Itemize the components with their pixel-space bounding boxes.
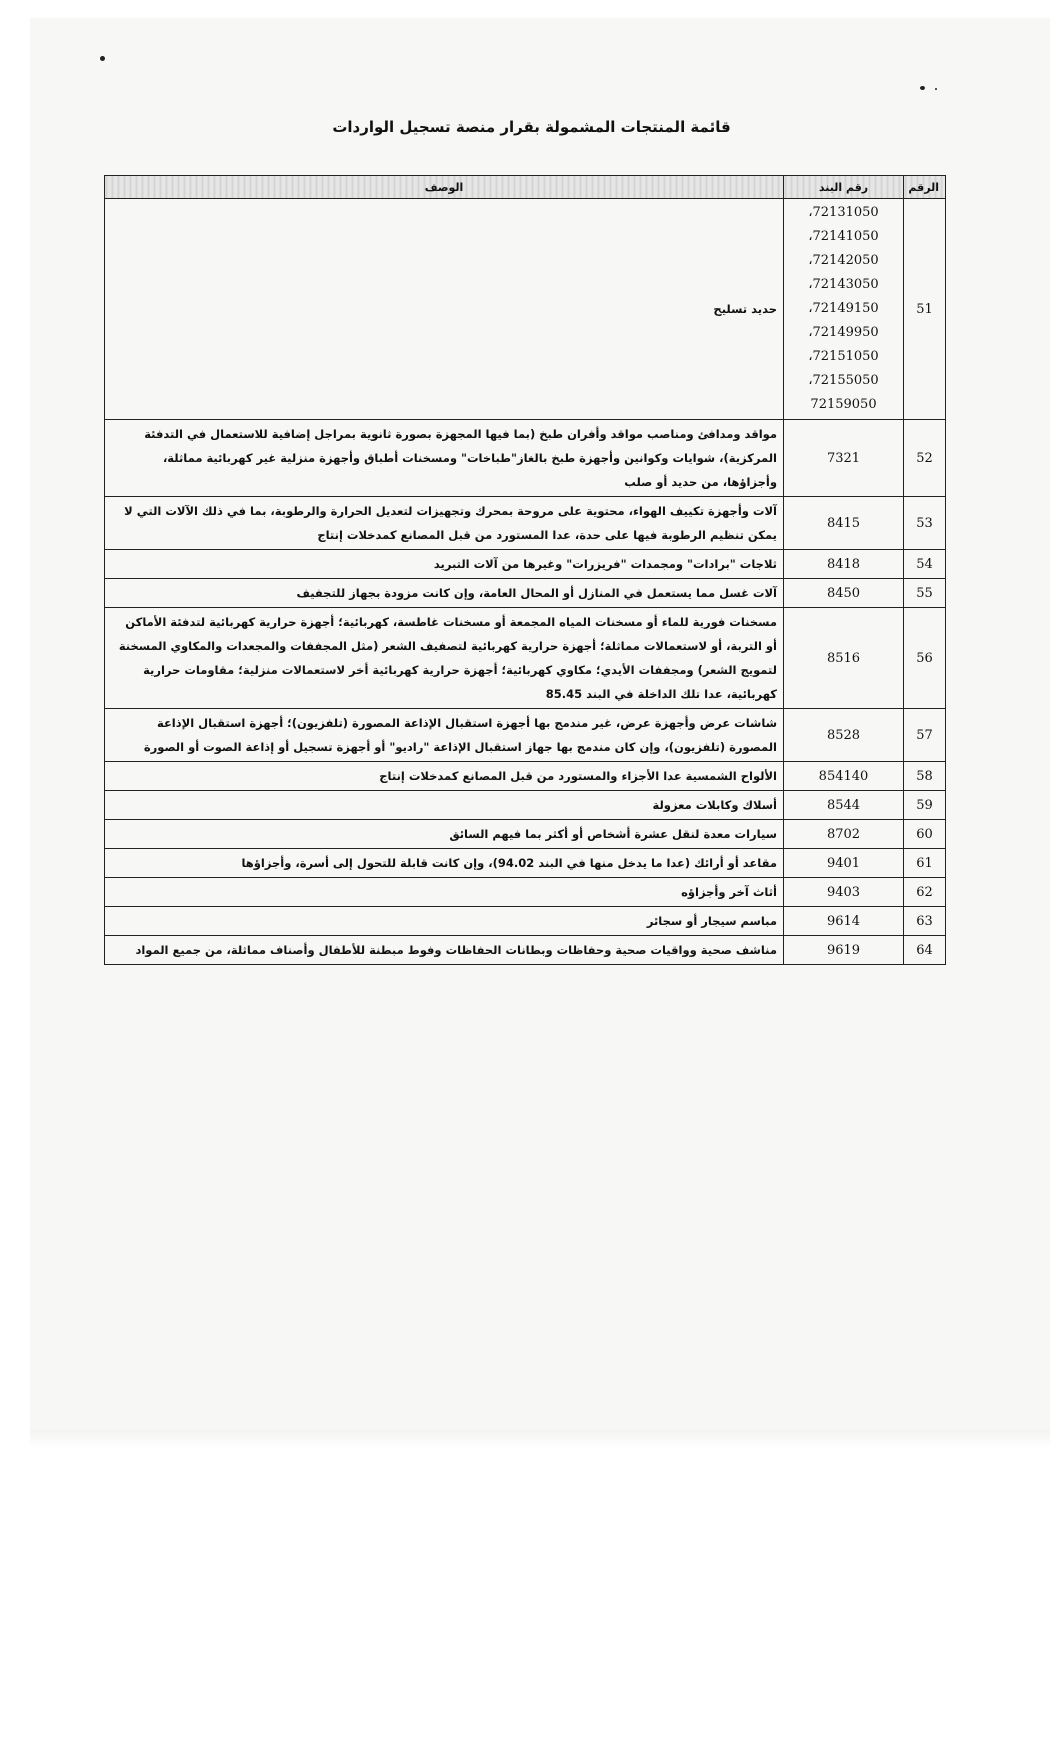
row-code: 8418	[784, 550, 904, 579]
row-code: 9619	[784, 936, 904, 965]
row-number: 52	[904, 420, 946, 497]
header-description: الوصف	[105, 176, 784, 199]
table-row	[105, 820, 946, 849]
table-row	[105, 550, 946, 579]
header-code: رقم البند	[784, 176, 904, 199]
code-item: 72143050،	[808, 277, 879, 292]
table-row	[105, 497, 946, 550]
row-number: 62	[904, 878, 946, 907]
row-description: حديد تسليح	[105, 199, 784, 420]
row-code: 8544	[784, 791, 904, 820]
row-code: 854140	[784, 762, 904, 791]
code-item: 72151050،	[808, 349, 879, 364]
scan-speck	[920, 86, 925, 90]
code-item: 72155050،	[808, 373, 879, 388]
row-number: 53	[904, 497, 946, 550]
table-row	[105, 420, 946, 497]
row-number: 64	[904, 936, 946, 965]
row-description: سيارات معدة لنقل عشرة أشخاص أو أكثر بما فيهم السائق	[105, 820, 784, 849]
header-number: الرقم	[904, 176, 946, 199]
table-row	[105, 579, 946, 608]
table-row	[105, 907, 946, 936]
row-number: 51	[904, 199, 946, 420]
row-description: مباسم سيجار أو سجائر	[105, 907, 784, 936]
code-item: 72141050،	[808, 229, 879, 244]
scan-speck	[100, 56, 105, 61]
code-item: 72149150،	[808, 301, 879, 316]
row-description: أثاث آخر وأجزاؤه	[105, 878, 784, 907]
row-code: 8415	[784, 497, 904, 550]
row-code: 8702	[784, 820, 904, 849]
row-description: مقاعد أو أرائك (عدا ما يدخل منها في البند 94.02)، وإن كانت قابلة للتحول إلى أسرة، وأجزاؤها	[105, 849, 784, 878]
row-code: 9403	[784, 878, 904, 907]
row-description: أسلاك وكابلات معزولة	[105, 791, 784, 820]
table-row	[105, 608, 946, 709]
code-item: 72131050،	[808, 205, 879, 220]
row-number: 63	[904, 907, 946, 936]
row-number: 58	[904, 762, 946, 791]
row-number: 56	[904, 608, 946, 709]
row-number: 57	[904, 709, 946, 762]
row-number: 54	[904, 550, 946, 579]
row-description: مناشف صحية وواقيات صحية وحفاظات وبطانات الحفاظات وفوط مبطنة للأطفال وأصناف مماثلة، من جميع المواد	[105, 936, 784, 965]
row-code: 8516	[784, 608, 904, 709]
row-code-list	[784, 199, 904, 420]
row-number: 59	[904, 791, 946, 820]
row-number: 60	[904, 820, 946, 849]
scan-speck	[935, 88, 937, 90]
row-number: 55	[904, 579, 946, 608]
row-description: ثلاجات "برادات" ومجمدات "فريزرات" وغيرها من آلات التبريد	[105, 550, 784, 579]
table-header-row	[105, 176, 946, 199]
row-number: 61	[904, 849, 946, 878]
code-item: 72142050،	[808, 253, 879, 268]
row-description: آلات وأجهزة تكييف الهواء، محتوية على مروحة بمحرك وتجهيزات لتعديل الحرارة والرطوبة، بما في ذلك الآلات التي لا يمكن تنظيم الرطوبة فيها على حدة، عدا المستورد من قبل المصانع كمدخلات إنتاج	[105, 497, 784, 550]
page-edge	[30, 1430, 1050, 1448]
table-row	[105, 762, 946, 791]
page-title: قائمة المنتجات المشمولة بقرار منصة تسجيل الواردات	[332, 118, 731, 136]
products-table	[104, 175, 946, 965]
row-description: الألواح الشمسية عدا الأجزاء والمستورد من قبل المصانع كمدخلات إنتاج	[105, 762, 784, 791]
row-description: مسخنات فورية للماء أو مسخنات المياه المجمعة أو مسخنات غاطسة، كهربائية؛ أجهزة حرارية كهربائية لتدفئة الأماكن أو التربة، أو لاستعمالات مماثلة؛ أجهزة حرارية كهربائية لتصفيف الشعر (مثل المجففات والمجعدات والمكاوي المسخنة لتمويج الشعر) ومجففات الأيدي؛ مكاوي كهربائية؛ أجهزة حرارية كهربائية أخر لاستعمالات منزلية؛ مقاومات حرارية كهربائية، عدا تلك الداخلة في البند 85.45	[105, 608, 784, 709]
row-description: شاشات عرض وأجهزة عرض، غير مندمج بها أجهزة استقبال الإذاعة المصورة (تلفزيون)؛ أجهزة استقبال الإذاعة المصورة (تلفزيون)، وإن كان مندمج بها جهاز استقبال الإذاعة "راديو" أو أجهزة تسجيل أو إذاعة الصوت أو الصورة	[105, 709, 784, 762]
row-code: 7321	[784, 420, 904, 497]
row-description: آلات غسل مما يستعمل في المنازل أو المحال العامة، وإن كانت مزودة بجهاز للتجفيف	[105, 579, 784, 608]
row-description: مواقد ومدافئ ومناصب مواقد وأفران طبخ (بما فيها المجهزة بصورة ثانوية بمراجل إضافية للاستعمال في التدفئة المركزية)، شوايات وكوانين وأجهزة طبخ بالغاز"طباخات" ومسخنات أطباق وأجهزة منزلية غير كهربائية مماثلة، وأجزاؤها، من حديد أو صلب	[105, 420, 784, 497]
table-row	[105, 199, 946, 420]
table-row	[105, 849, 946, 878]
row-code: 9614	[784, 907, 904, 936]
row-code: 9401	[784, 849, 904, 878]
table-row	[105, 878, 946, 907]
code-item: 72159050	[810, 397, 877, 412]
table-row	[105, 936, 946, 965]
table-row	[105, 709, 946, 762]
code-item: 72149950،	[808, 325, 879, 340]
row-code: 8450	[784, 579, 904, 608]
table-row	[105, 791, 946, 820]
row-code: 8528	[784, 709, 904, 762]
